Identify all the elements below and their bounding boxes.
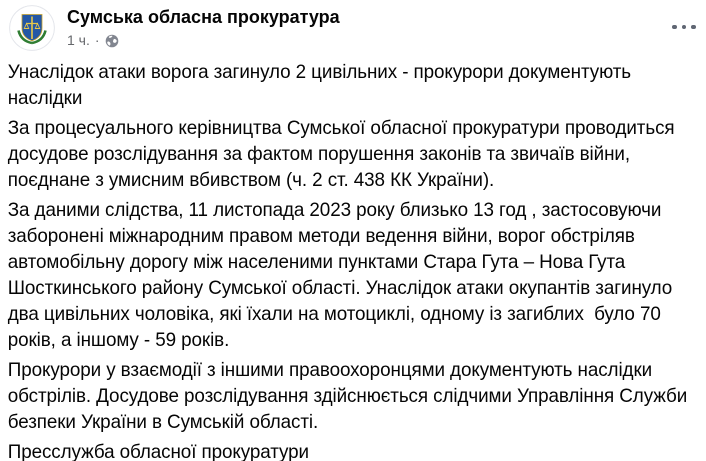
post-paragraph: За даними слідства, 11 листопада 2023 року близько 13 год , застосовуючи заборонені міжнародним правом методи ведення війни, ворог обстріляв автомобільну дорогу між населеними пунктами Стара Гута – Нова Гута Шосткинського району Сумської області. Унаслідок атаки окупантів загинуло два цивільних чоловіка, які їхали на мотоциклі, одному із загиблих було 70 років, а іншому - 59 років. bbox=[7, 199, 678, 351]
dot-icon bbox=[691, 25, 696, 30]
page-name-link[interactable]: Сумська обласна прокуратура bbox=[67, 7, 340, 27]
more-options-button[interactable] bbox=[670, 18, 698, 36]
globe-public-icon bbox=[105, 34, 119, 48]
post-paragraph: Пресслужба обласної прокуратури bbox=[7, 441, 309, 461]
post-paragraph: За процесуального керівництва Сумської обласної прокуратури проводиться досудове розслідування за фактом порушення законів та звичаїв війни, поєднане з умисним вбивством (ч. 2 ст. 438 КК України). bbox=[7, 117, 680, 191]
meta-separator: · bbox=[94, 32, 100, 48]
timestamp-link[interactable]: 1 ч. bbox=[67, 32, 90, 48]
post-paragraph: Прокурори у взаємодії з іншими правоохоронцями документують наслідки обстрілів. Досудове розслідування здійснюється слідчими Управління Служби безпеки України в Сумській області. bbox=[7, 359, 693, 433]
header-text bbox=[67, 5, 340, 49]
dot-icon bbox=[672, 25, 677, 30]
post-header bbox=[0, 0, 706, 55]
post-meta bbox=[67, 31, 340, 49]
dot-icon bbox=[682, 25, 687, 30]
post-text bbox=[0, 59, 706, 461]
prosecutor-emblem-icon bbox=[9, 5, 55, 51]
avatar[interactable] bbox=[9, 5, 55, 51]
post-paragraph: Унаслідок атаки ворога загинуло 2 цивільних - прокурори документують наслідки bbox=[7, 61, 637, 109]
